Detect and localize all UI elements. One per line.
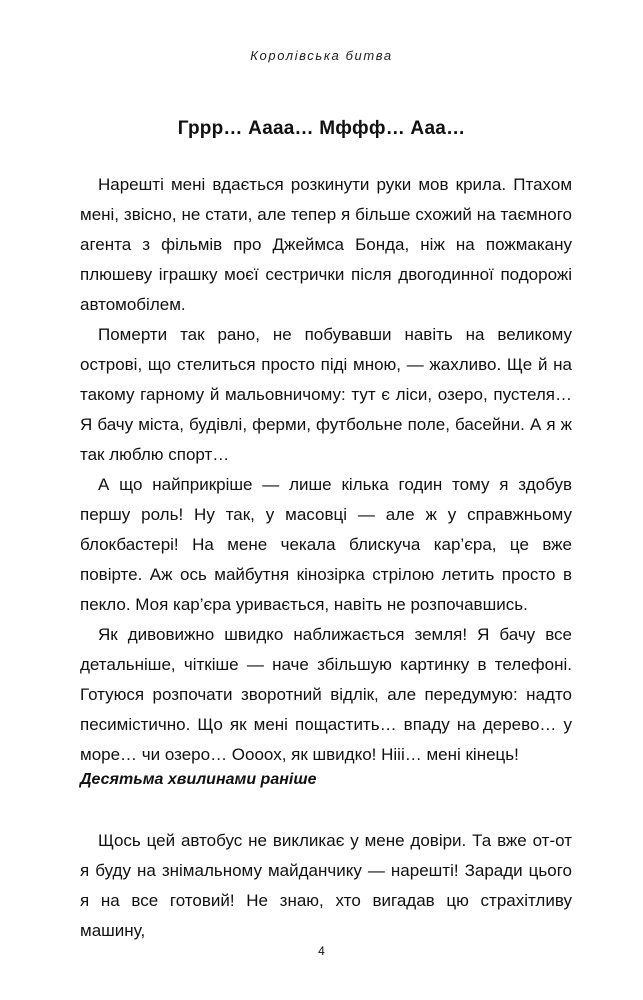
paragraph: Померти так рано, не побувавши навіть на великому острові, що стелиться просто піді мною, — жахливо. Ще й на такому гарному й мальовничому: тут є ліси, озеро, пустеля… Я бачу міста, будівлі, ферми, футбольне поле, басейни. А я ж так люблю спорт… (80, 325, 572, 464)
body-text-section-1 (80, 170, 572, 770)
body-text-section-2 (80, 826, 572, 946)
page-number: 4 (318, 944, 325, 958)
running-header: Королівська битва (250, 48, 393, 63)
paragraph: Щось цей автобус не викликає у мене довіри. Та вже от-от я буду на знімальному майданчику — нарешті! Заради цього я на все готовий! Не знаю, хто вигадав цю страхітливу машину, (80, 831, 572, 940)
paragraph: Нарешті мені вдається розкинути руки мов крила. Птахом мені, звісно, не стати, але тепер я більше схожий на таємного агента з фільмів про Джеймса Бонда, ніж на пожмакану плюшеву іграшку моєї сестрички після двогодинної подорожі автомобілем. (80, 175, 572, 314)
paragraph: А що найприкріше — лише кілька годин тому я здобув першу роль! Ну так, у масовці — але ж у справжньому блокбастері! На мене чекала блискуча кар’єра, це вже повірте. Аж ось майбутня кінозірка стрілою летить просто в пекло. Моя кар’єра уривається, навіть не розпочавшись. (80, 475, 572, 614)
section-subheading: Десятьма хвилинами раніше (80, 771, 317, 788)
chapter-title: Гррр… Аааа… Мффф… Ааа… (177, 118, 466, 139)
paragraph: Як дивовижно швидко наближається земля! Я бачу все детальніше, чіткіше — наче збільшую картинку в телефоні. Готуюся розпочати зворотний відлік, але передумую: надто песимістично. Що як мені пощастить… впаду на дерево… у море… чи озеро… Оооох, як швидко! Нііі… мені кінець! (80, 625, 572, 764)
